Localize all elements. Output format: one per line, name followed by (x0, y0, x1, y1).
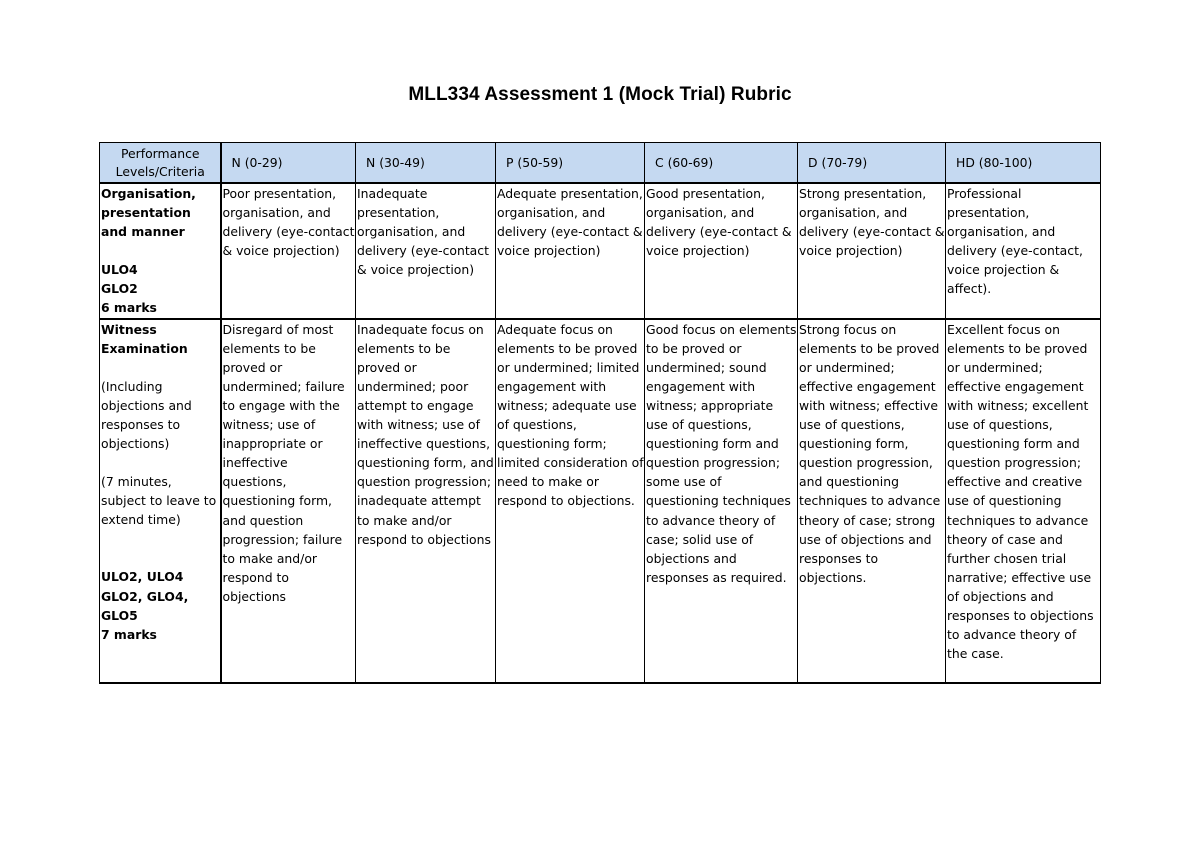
criterion-note: (Including objections and responses to objections) (101, 378, 192, 452)
rubric-cell: Strong focus on elements to be proved or undermined; effective engagement with witness; effective use of questions, questioning form, question progression, and questioning techniques to advance theory of case; strong use of objections and responses to objections. (798, 319, 946, 683)
rubric-cell: Disregard of most elements to be proved or undermined; failure to engage with the witness; use of inappropriate or ineffective questions, questioning form, and question progression; failure to make and/or respond to objections (221, 319, 356, 683)
rubric-cell: Strong presentation, organisation, and delivery (eye-contact & voice projection) (798, 183, 946, 319)
rubric-cell: Good presentation, organisation, and delivery (eye-contact & voice projection) (645, 183, 798, 319)
criterion-name: Organisation, presentation and manner (101, 186, 196, 240)
criterion-cell (100, 183, 221, 319)
page-title: MLL334 Assessment 1 (Mock Trial) Rubric (408, 84, 792, 105)
header-criteria-cell: Performance Levels/Criteria (100, 143, 221, 184)
rubric-cell: Good focus on elements to be proved or undermined; sound engagement with witness; appropriate use of questions, questioning form and question progression; some use of questioning techniques to advance theory of case; solid use of objections and responses as required. (645, 319, 798, 683)
rubric-cell: Poor presentation, organisation, and delivery (eye-contact & voice projection) (221, 183, 356, 319)
rubric-cell: Adequate presentation, organisation, and delivery (eye-contact & voice projection) (496, 183, 645, 319)
rubric-cell: Professional presentation, organisation, and delivery (eye-contact, voice projection & affect). (946, 183, 1101, 319)
criterion-glo: GLO2 (101, 281, 138, 297)
table-row (100, 319, 1101, 683)
header-level-n-30-49: N (30-49) (356, 143, 496, 184)
header-row (100, 143, 1101, 184)
criterion-name: Witness Examination (101, 321, 188, 356)
header-level-p: P (50-59) (496, 143, 645, 184)
table-row (100, 183, 1101, 319)
header-level-hd: HD (80-100) (946, 143, 1101, 184)
header-level-c: C (60-69) (645, 143, 798, 184)
criterion-note: (7 minutes, subject to leave to extend time) (101, 474, 217, 528)
criterion-marks: 6 marks (101, 300, 157, 316)
criterion-ulo: ULO4 (101, 262, 138, 278)
criterion-marks: 7 marks (101, 626, 157, 642)
rubric-table (99, 142, 1101, 684)
rubric-cell: Adequate focus on elements to be proved or undermined; limited engagement with witness; adequate use of questions, questioning form; limited consideration of need to make or respond to objections. (496, 319, 645, 683)
rubric-cell: Inadequate presentation, organisation, and delivery (eye-contact & voice projection) (356, 183, 496, 319)
criterion-ulo: ULO2, ULO4 (101, 569, 184, 585)
header-level-d: D (70-79) (798, 143, 946, 184)
rubric-cell: Inadequate focus on elements to be proved or undermined; poor attempt to engage with witness; use of ineffective questions, questioning form, and question progression; inadequate attempt to make and/or respond to objections (356, 319, 496, 683)
rubric-cell: Excellent focus on elements to be proved or undermined; effective engagement with witness; excellent use of questions, questioning form and question progression; effective and creative use of questioning techniques to advance theory of case and further chosen trial narrative; effective use of objections and responses to objections to advance theory of the case. (946, 319, 1101, 683)
header-level-n-0-29: N (0-29) (221, 143, 356, 184)
criterion-cell (100, 319, 221, 683)
criterion-glo: GLO2, GLO4, GLO5 (101, 588, 189, 623)
